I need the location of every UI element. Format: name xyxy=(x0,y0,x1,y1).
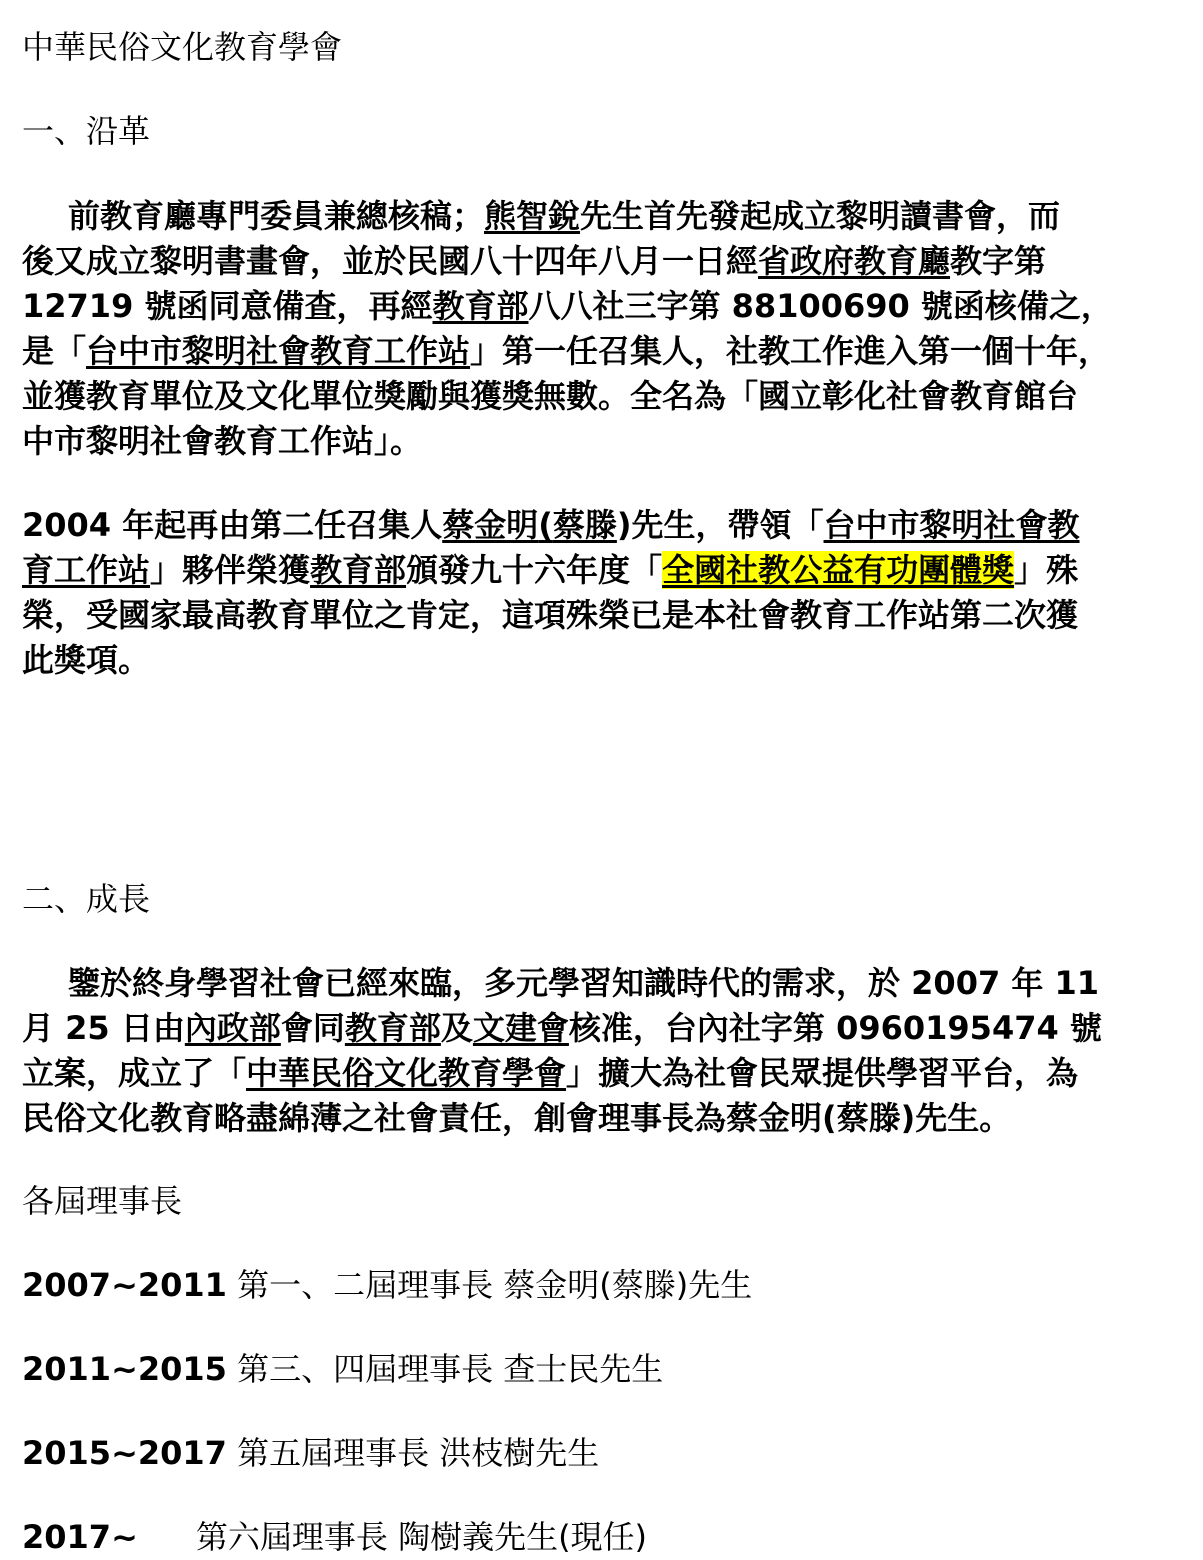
s2p1-line1: 鑒於終身學習社會已經來臨，多元學習知識時代的需求，於 2007 年 11 xyxy=(68,964,1100,1002)
person-link: 熊智銳 xyxy=(484,197,581,235)
chair-row: 2017~ 第六屆理事長 陶樹義先生(現任) xyxy=(22,1518,648,1556)
s1p1-line2: 後又成立黎明書畫會，並於民國八十四年八月一日經省政府教育廳教字第 xyxy=(22,242,1047,280)
chair-row: 2007~2011 第一、二屆理事長 蔡金明(蔡滕)先生 xyxy=(22,1266,753,1304)
s1p1-line1: 前教育廳專門委員兼總核稿；熊智銳先生首先發起成立黎明讀書會，而 xyxy=(68,197,1061,235)
s1p2-line3: 榮，受國家最高教育單位之肯定，這項殊榮已是本社會教育工作站第二次獲 xyxy=(22,596,1079,634)
s1p1-line5: 並獲教育單位及文化單位獎勵與獲獎無數。全名為「國立彰化社會教育館台 xyxy=(22,377,1079,415)
org-link: 文建會 xyxy=(472,1009,569,1047)
chairs-heading: 各屆理事長 xyxy=(22,1182,183,1220)
chair-row: 2011~2015 第三、四屆理事長 查士民先生 xyxy=(22,1350,664,1388)
person-link: 蔡金明 xyxy=(442,506,539,544)
s1p2-line4: 此獎項。 xyxy=(22,641,151,679)
section2-heading: 二、成長 xyxy=(22,880,151,918)
org-link: 中華民俗文化教育學會 xyxy=(246,1054,567,1092)
award-highlight: 全國社教公益有功團體獎 xyxy=(662,551,1015,589)
section1-heading: 一、沿革 xyxy=(22,112,151,150)
s2p1-line2: 月 25 日由內政部會同教育部及文建會核准，台內社字第 0960195474 號 xyxy=(22,1009,1102,1047)
s1p2-line1: 2004 年起再由第二任召集人蔡金明(蔡滕)先生，帶領「台中市黎明社會教 xyxy=(22,506,1080,544)
org-link: 教育部 xyxy=(310,551,407,589)
s2p1-line4: 民俗文化教育略盡綿薄之社會責任，創會理事長為蔡金明(蔡滕)先生。 xyxy=(22,1099,1012,1137)
org-link: 教育部 xyxy=(344,1009,441,1047)
org-link: 台中市黎明社會教 xyxy=(823,506,1080,544)
s1p2-line2: 育工作站」夥伴榮獲教育部頒發九十六年度「全國社教公益有功團體獎」殊 xyxy=(22,551,1079,589)
document-title: 中華民俗文化教育學會 xyxy=(22,28,343,66)
s1p1-line4: 是「台中市黎明社會教育工作站」第一任召集人，社教工作進入第一個十年， xyxy=(22,332,1111,370)
s1p1-line6: 中市黎明社會教育工作站」。 xyxy=(22,422,423,460)
org-link: 內政部 xyxy=(184,1009,281,1047)
org-link: 台中市黎明社會教育工作站 xyxy=(86,332,471,370)
s1p1-line3: 12719 號函同意備查，再經教育部八八社三字第 88100690 號函核備之， xyxy=(22,287,1113,325)
org-link: 教育部 xyxy=(432,287,529,325)
s2p1-line3: 立案，成立了「中華民俗文化教育學會」擴大為社會民眾提供學習平台，為 xyxy=(22,1054,1079,1092)
org-link: 省政府教育廳 xyxy=(758,242,951,280)
org-link: 育工作站 xyxy=(22,551,151,589)
chair-row: 2015~2017 第五屆理事長 洪枝樹先生 xyxy=(22,1434,600,1472)
